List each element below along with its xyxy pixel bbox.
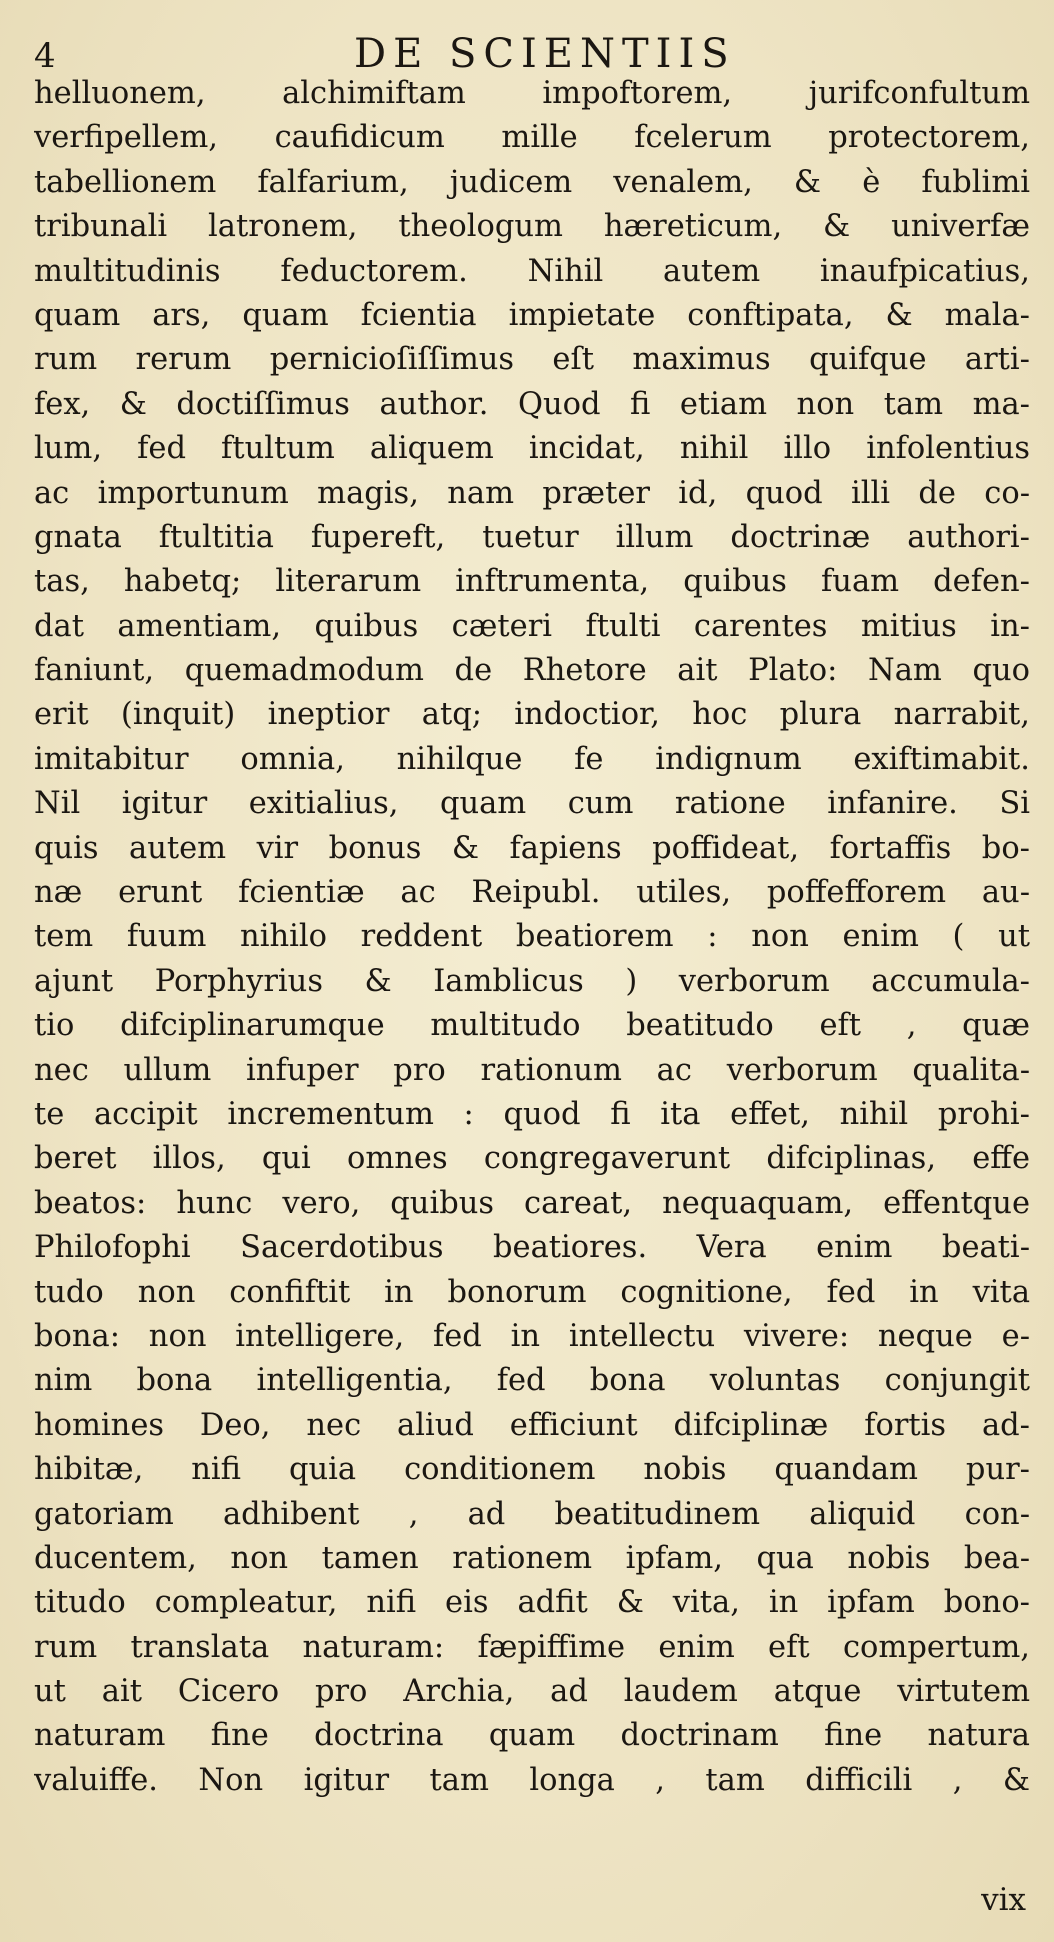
text-line: quam ars, quam fcientia impietate conftipata, & mala- [34,297,1030,333]
page-number: 4 [34,36,56,76]
text-line: verfipellem, caufidicum mille fcelerum protectorem, [34,120,1030,156]
text-line: erit (inquit) ineptior atq; indoctior, hoc plura narrabit, [34,697,1030,733]
catchword: vix [981,1882,1026,1918]
text-line: tribunali latronem, theologum hæreticum, & univerfæ [34,209,1030,245]
text-line: quis autem vir bonus & fapiens poffideat, fortaffis bo- [34,830,1030,866]
text-line: beatos: hunc vero, quibus careat, nequaquam, effentque [34,1185,1030,1221]
text-line: bona: non intelligere, fed in intellectu vivere: neque e- [34,1318,1030,1354]
text-line: tas, habetq; literarum inftrumenta, quibus fuam defen- [34,564,1030,600]
text-line: tem fuum nihilo reddent beatiorem : non enim ( ut [34,919,1030,955]
text-line: rum rerum pernicioſiſſimus eſt maximus quifque arti- [34,342,1030,378]
text-line: gatoriam adhibent , ad beatitudinem aliquid con- [34,1496,1030,1532]
text-line: ut ait Cicero pro Archia, ad laudem atque virtutem [34,1674,1030,1710]
text-line: gnata ftultitia fupereft, tuetur illum doctrinæ authori- [34,519,1030,555]
text-line: te accipit incrementum : quod fi ita effet, nihil prohi- [34,1096,1030,1132]
text-line: dat amentiam, quibus cæteri ftulti carentes mitius in- [34,608,1030,644]
text-line: naturam fine doctrina quam doctrinam fine natura [34,1718,1030,1754]
text-line: homines Deo, nec aliud efficiunt difciplinæ fortis ad- [34,1407,1030,1443]
text-line: ac importunum magis, nam præter id, quod illi de co- [34,475,1030,511]
text-line: valuiffe. Non igitur tam longa , tam difficili , & [34,1762,1030,1798]
text-line: tudo non confiftit in bonorum cognitione, fed in vita [34,1274,1030,1310]
text-line: nim bona intelligentia, fed bona voluntas conjungit [34,1363,1030,1399]
text-line: hibitæ, nifi quia conditionem nobis quandam pur- [34,1452,1030,1488]
text-line: nec ullum infuper pro rationum ac verborum qualita- [34,1052,1030,1088]
text-line: faniunt, quemadmodum de Rhetore ait Plato: Nam quo [34,653,1030,689]
text-line: rum translata naturam: fæpiffime enim eft compertum, [34,1629,1030,1665]
text-line: helluonem, alchimiftam impoftorem, jurifconfultum [34,76,1030,111]
text-line: beret illos, qui omnes congregaverunt difciplinas, effe [34,1141,1030,1177]
text-line: multitudinis feductorem. Nihil autem inaufpicatius, [34,253,1030,289]
text-line: næ erunt fcientiæ ac Reipubl. utiles, poffefforem au- [34,875,1030,911]
text-line: tio difciplinarumque multitudo beatitudo eft , quæ [34,1008,1030,1044]
body-text [34,72,1030,1803]
text-line: fex, & doctiſſimus author. Quod fi etiam non tam ma- [34,386,1030,422]
text-line: lum, fed ftultum aliquem incidat, nihil illo infolentius [34,431,1030,467]
running-head: DE SCIENTIIS [354,31,736,77]
text-line: Nil igitur exitialius, quam cum ratione infanire. Si [34,786,1030,822]
text-line: titudo compleatur, nifi eis adfit & vita, in ipfam bono- [34,1585,1030,1621]
text-line: tabellionem falfarium, judicem venalem, & è fublimi [34,164,1030,200]
text-line: imitabitur omnia, nihilque fe indignum exiftimabit. [34,741,1030,777]
text-line: ducentem, non tamen rationem ipfam, qua nobis bea- [34,1540,1030,1576]
text-line: Philofophi Sacerdotibus beatiores. Vera enim beati- [34,1230,1030,1266]
text-line: ajunt Porphyrius & Iamblicus ) verborum accumula- [34,963,1030,999]
